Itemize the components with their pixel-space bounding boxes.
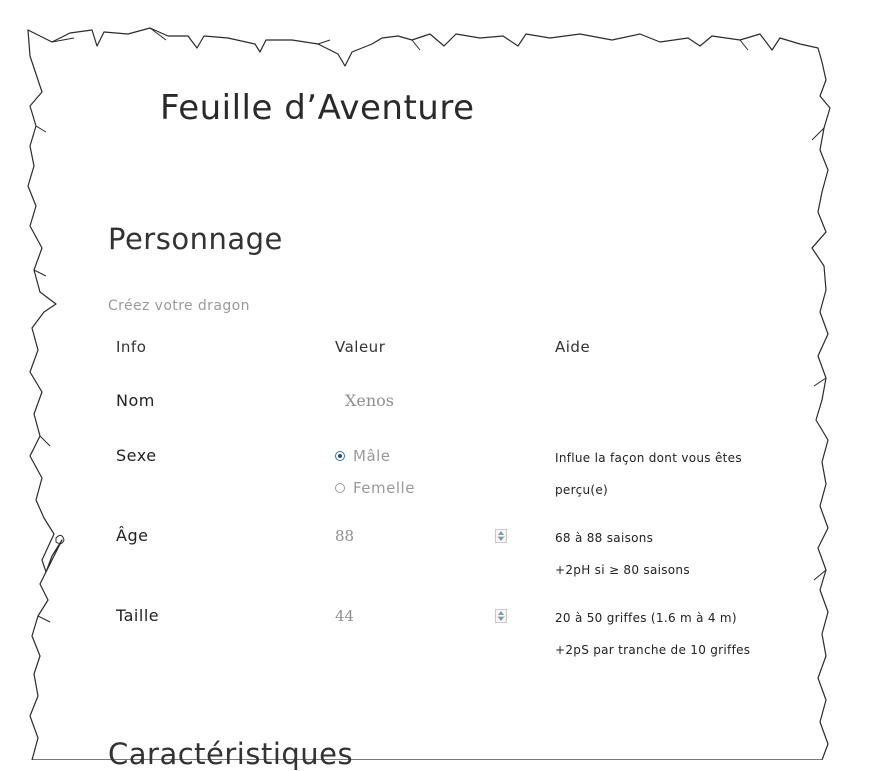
radio-checked-icon[interactable] (335, 451, 345, 461)
row-label-size: Taille (116, 606, 160, 625)
help-line: +2pH si ≥ 80 saisons (555, 563, 690, 577)
page-title: Feuille d’Aventure (160, 88, 475, 128)
age-value[interactable]: 88 (335, 527, 355, 545)
sex-radio-group (335, 445, 415, 499)
name-field[interactable] (345, 391, 505, 410)
spinner-arrows-icon[interactable] (495, 609, 507, 623)
radio-label-male[interactable]: Mâle (353, 447, 391, 465)
size-value[interactable]: 44 (335, 607, 355, 625)
help-age (555, 522, 690, 586)
header-help: Aide (555, 338, 591, 356)
row-label-age: Âge (116, 526, 149, 545)
table-caption: Créez votre dragon (108, 298, 250, 314)
radio-label-female[interactable]: Femelle (353, 479, 415, 497)
name-input[interactable] (345, 391, 505, 410)
radio-option-male[interactable] (335, 445, 415, 467)
help-line: perçu(e) (555, 483, 609, 497)
row-label-name: Nom (116, 391, 155, 410)
help-line: 68 à 88 saisons (555, 531, 654, 545)
radio-option-female[interactable] (335, 477, 415, 499)
help-line: Influe la façon dont vous êtes (555, 451, 742, 465)
row-label-sex: Sexe (116, 446, 157, 465)
age-number-input[interactable] (335, 527, 515, 547)
spinner-arrows-icon[interactable] (495, 529, 507, 543)
radio-unchecked-icon[interactable] (335, 483, 345, 493)
header-value: Valeur (335, 338, 386, 356)
help-line: +2pS par tranche de 10 griffes (555, 643, 751, 657)
help-size (555, 602, 750, 666)
help-sex (555, 442, 742, 506)
header-info: Info (116, 338, 147, 356)
section-title-character: Personnage (108, 222, 283, 256)
size-number-input[interactable] (335, 607, 515, 627)
help-line: 20 à 50 griffes (1.6 m à 4 m) (555, 611, 737, 625)
section-title-stats: Caractéristiques (108, 737, 354, 771)
